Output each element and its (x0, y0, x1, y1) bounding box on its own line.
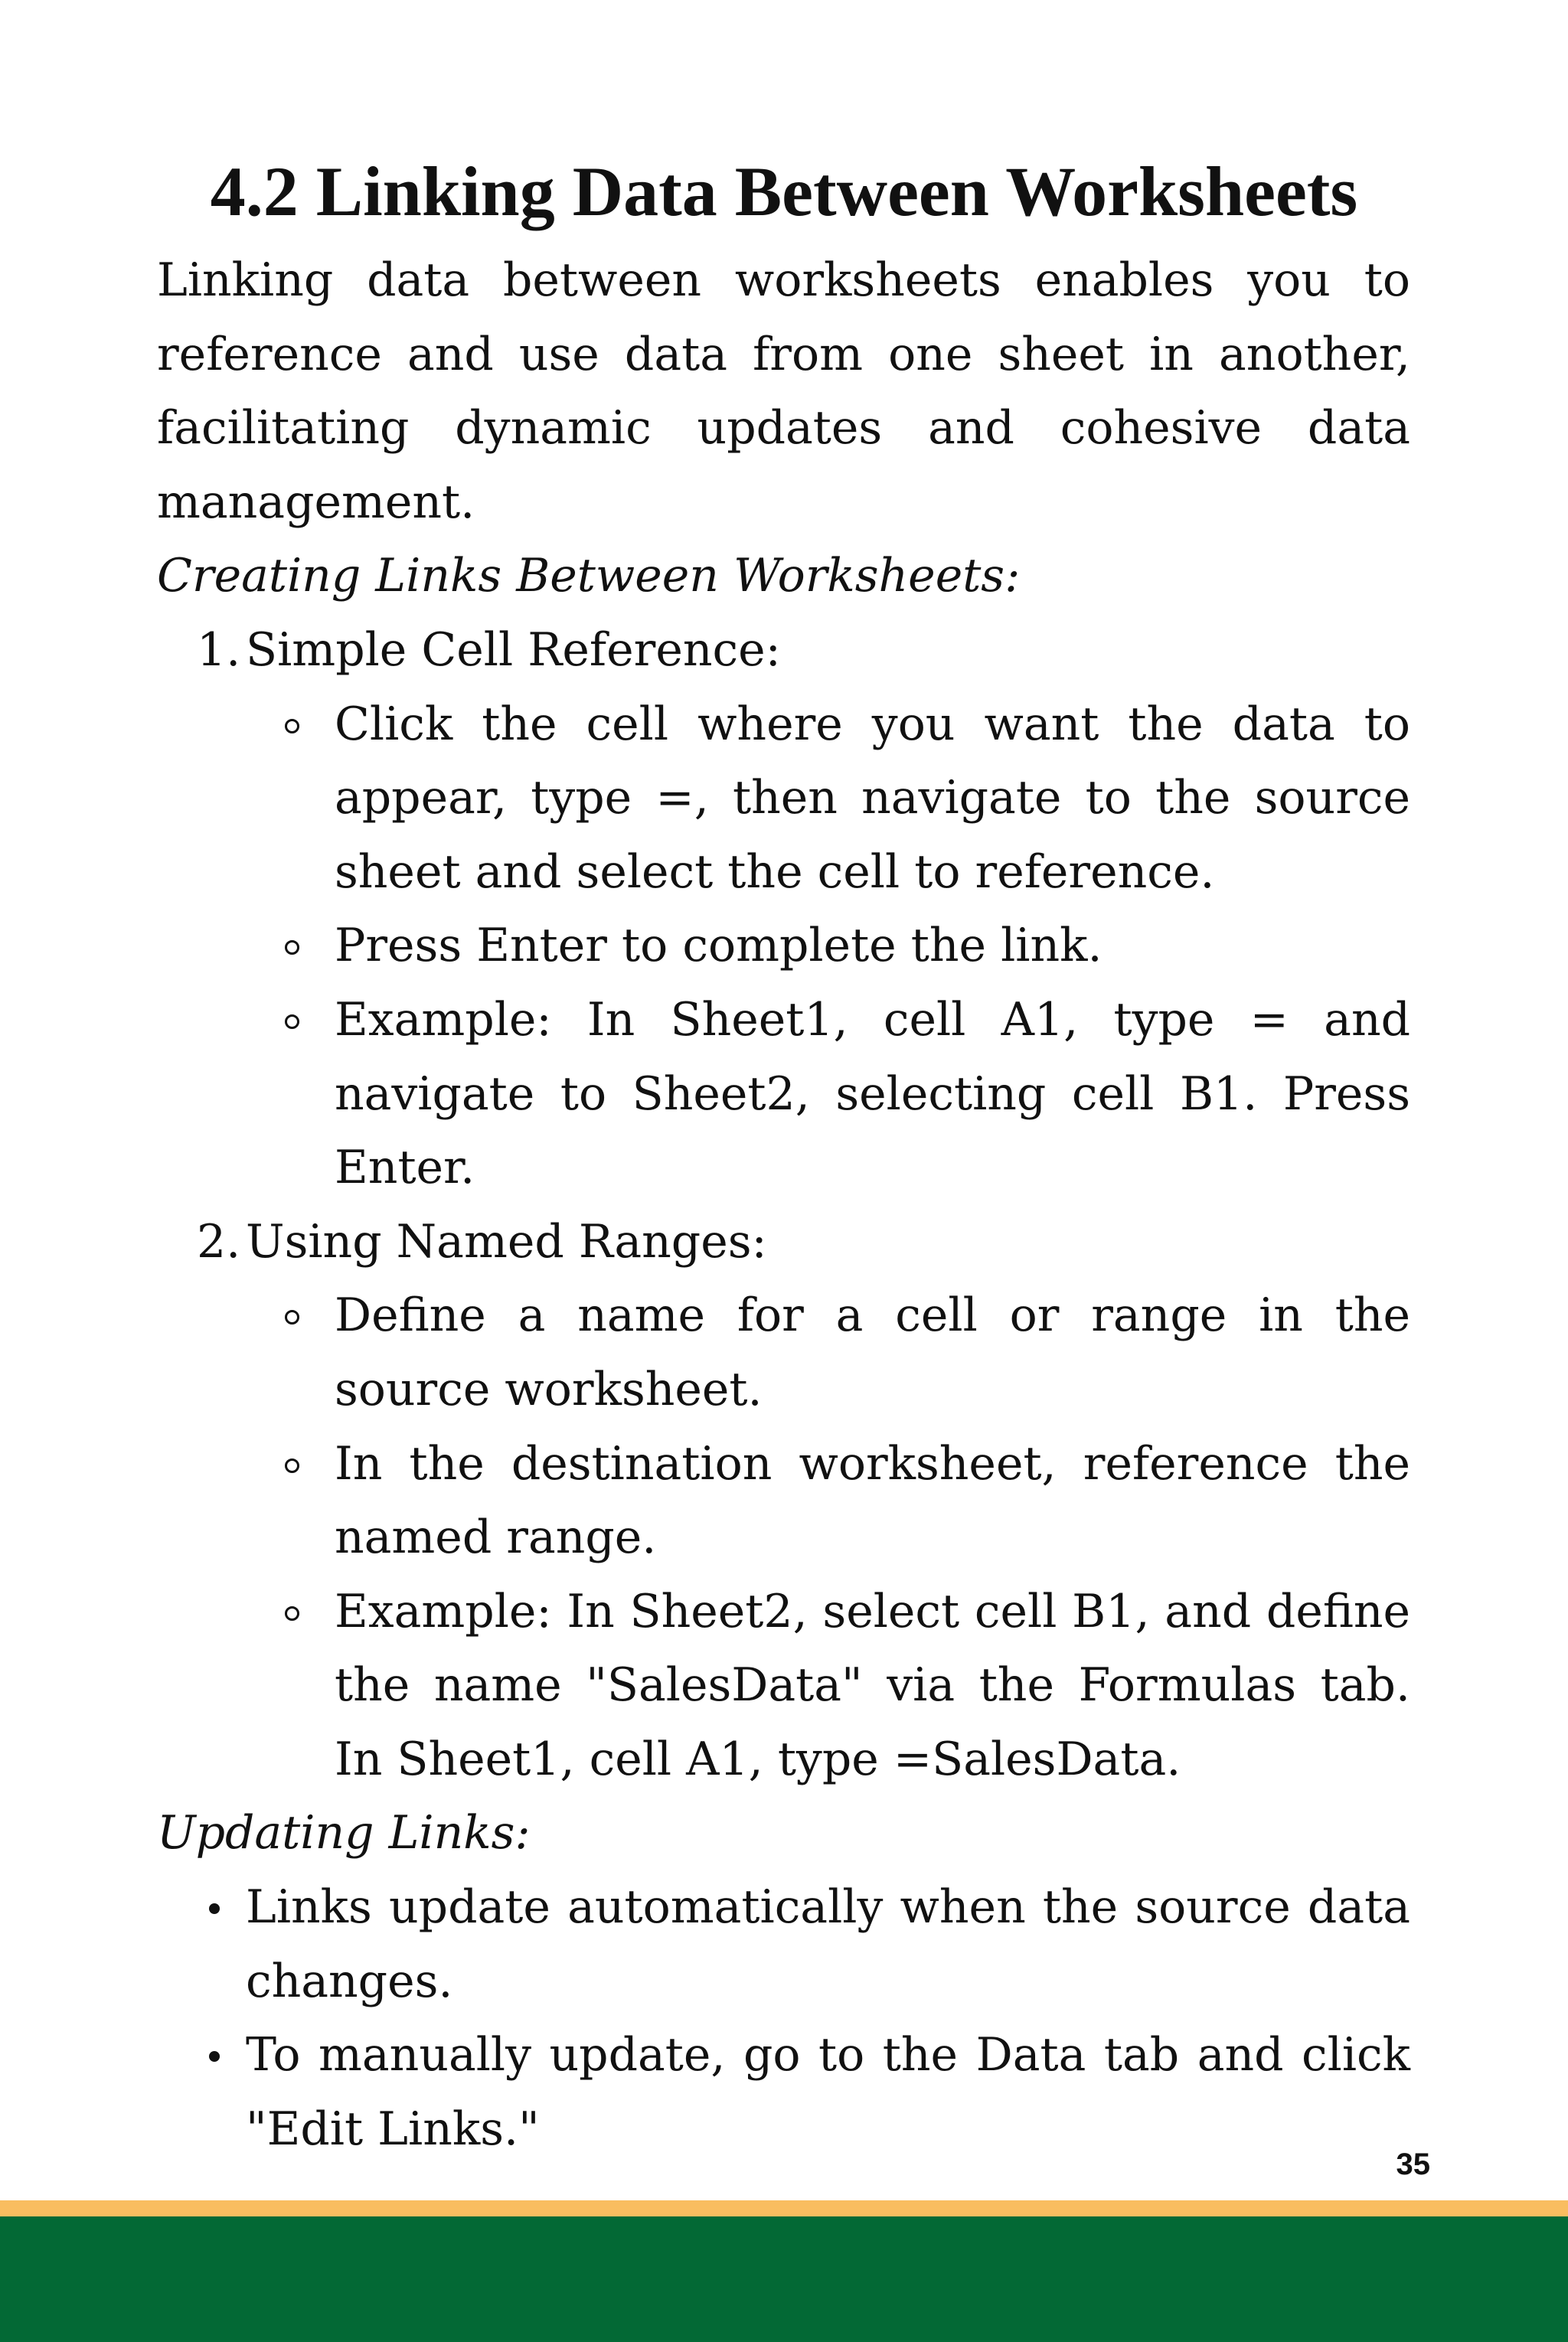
footer-band (0, 2216, 1568, 2342)
steps-list (157, 613, 1410, 1797)
page-number: 35 (1396, 2148, 1430, 2181)
step-number: 2. (197, 1214, 241, 1269)
footer-stripe (0, 2200, 1568, 2216)
step-label: Simple Cell Reference: (246, 622, 781, 677)
section-heading-updating-links: Updating Links: (157, 1806, 531, 1860)
sub-list-item: Example: In Sheet2, select cell B1, and define the name "SalesData" via the Formulas tab. In Sheet1, cell A1, type =SalesData. (246, 1575, 1410, 1797)
bullet-item: Links update automatically when the source data changes. (157, 1870, 1410, 2018)
bullet-item: To manually update, go to the Data tab and click "Edit Links." (157, 2018, 1410, 2166)
step-item (157, 1205, 1410, 1797)
sub-list-item: Click the cell where you want the data to appear, type =, then navigate to the source sheet and select the cell to reference. (246, 688, 1410, 910)
page-content (157, 243, 1410, 2166)
sub-list-item: Define a name for a cell or range in the source worksheet. (246, 1279, 1410, 1426)
step-sub-list (246, 1279, 1410, 1796)
section-heading-creating-links: Creating Links Between Worksheets: (157, 549, 1021, 603)
step-number: 1. (197, 622, 241, 677)
step-label: Using Named Ranges: (246, 1214, 767, 1269)
step-item (157, 613, 1410, 1205)
sub-list-item: Example: In Sheet1, cell A1, type = and navigate to Sheet2, selecting cell B1. Press Enter. (246, 983, 1410, 1205)
sub-list-item: In the destination worksheet, reference the named range. (246, 1427, 1410, 1575)
page-title: 4.2 Linking Data Between Worksheets (210, 152, 1358, 230)
sub-list-item: Press Enter to complete the link. (246, 909, 1410, 983)
intro-paragraph: Linking data between worksheets enables you to reference and use data from one sheet in another, facilitating dynamic updates and cohesive data management. (157, 253, 1410, 529)
updating-links-list (157, 1870, 1410, 2166)
step-sub-list (246, 688, 1410, 1205)
